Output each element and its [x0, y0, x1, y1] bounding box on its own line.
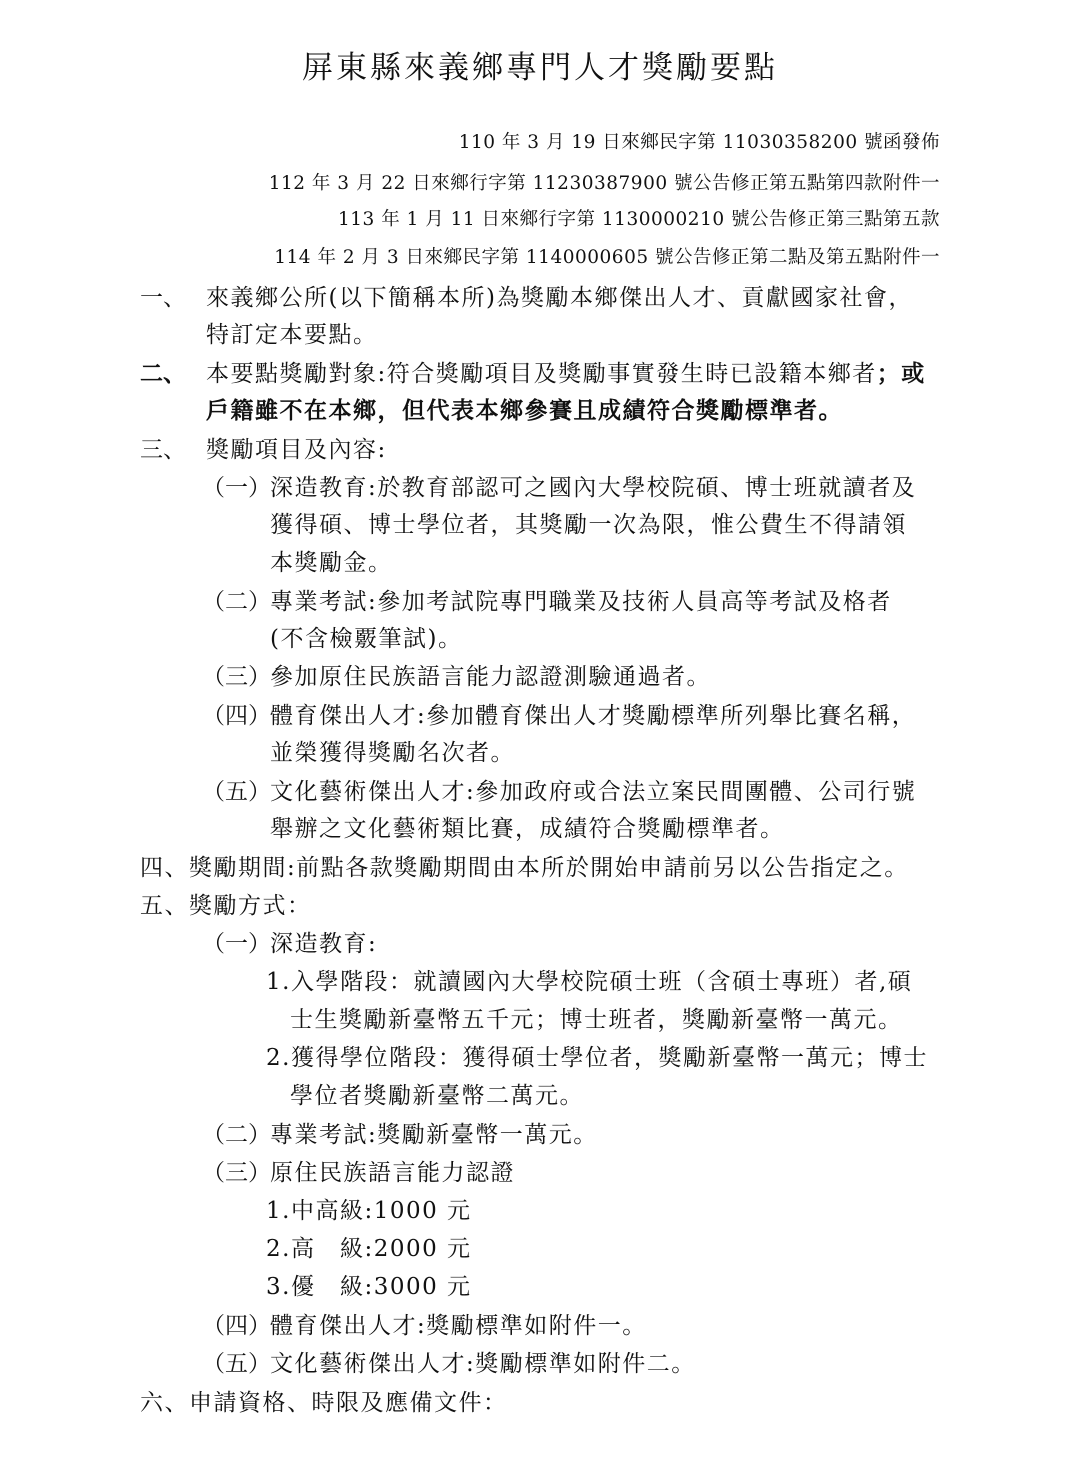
item-5-3-mark: （三）	[202, 1160, 271, 1186]
section-2-line-1	[206, 360, 926, 388]
section-2-number: 二、	[140, 360, 186, 387]
history-line-1: 110 年 3 月 19 日來鄉民字第 11030358200 號函發佈	[458, 132, 940, 153]
item-5-2-line-1: 專業考試:獎勵新臺幣一萬元。	[270, 1122, 598, 1148]
item-5-1-point-1-line-2: 士生獎勵新臺幣五千元；博士班者，獎勵新臺幣一萬元。	[290, 1007, 903, 1033]
item-3-4-line-2: 並榮獲得獎勵名次者。	[270, 740, 515, 766]
history-line-3: 113 年 1 月 11 日來鄉行字第 1130000210 號公告修正第三點第五款	[338, 209, 940, 230]
section-1-line-1: 來義鄉公所(以下簡稱本所)為獎勵本鄉傑出人才、貢獻國家社會，	[206, 285, 913, 311]
item-3-3-mark: （三）	[202, 664, 271, 690]
item-3-1-mark: （一）	[202, 475, 271, 501]
document-title: 屏東縣來義鄉專門人才獎勵要點	[302, 50, 778, 86]
item-3-2-line-2: (不含檢覈筆試)。	[270, 626, 463, 652]
item-3-2-mark: （二）	[202, 589, 271, 615]
item-5-1-mark: （一）	[202, 931, 271, 957]
item-5-5-mark: （五）	[202, 1351, 271, 1377]
item-3-5-line-2: 舉辦之文化藝術類比賽，成績符合獎勵標準者。	[270, 816, 785, 842]
history-line-2: 112 年 3 月 22 日來鄉行字第 11230387900 號公告修正第五點第四款附件一	[268, 173, 940, 194]
item-3-4-line-1: 體育傑出人才:參加體育傑出人才獎勵標準所列舉比賽名稱，	[270, 703, 917, 729]
section-5-heading: 五、獎勵方式：	[140, 893, 312, 919]
item-3-3-line-1: 參加原住民族語言能力認證測驗通過者。	[270, 664, 711, 690]
item-3-1-line-3: 本獎勵金。	[270, 550, 393, 576]
item-3-4-mark: （四）	[202, 703, 271, 729]
item-5-5-line-1: 文化藝術傑出人才:獎勵標準如附件二。	[270, 1351, 696, 1377]
section-4-line: 四、獎勵期間:前點各款獎勵期間由本所於開始申請前另以公告指定之。	[140, 855, 909, 881]
section-2-line-1-amendment: ；或	[876, 360, 926, 387]
section-2-line-1-text: 本要點獎勵對象:符合獎勵項目及獎勵事實發生時已設籍本鄉者	[206, 361, 877, 387]
item-3-5-mark: （五）	[202, 779, 271, 805]
item-3-5-line-1: 文化藝術傑出人才:參加政府或合法立案民間團體、公司行號	[270, 779, 917, 805]
level-intermediate-high: 1.中高級:1000 元	[266, 1198, 472, 1224]
item-5-3-heading: 原住民族語言能力認證	[270, 1160, 515, 1186]
item-3-1-line-2: 獲得碩、博士學位者，其獎勵一次為限，惟公費生不得請領	[270, 512, 907, 538]
section-2-line-2-amendment: 戶籍雖不在本鄉，但代表本鄉參賽且成績符合獎勵標準者。	[206, 397, 843, 424]
section-1-number: 一、	[140, 285, 186, 311]
section-3-heading: 獎勵項目及內容:	[206, 437, 387, 463]
item-5-4-line-1: 體育傑出人才:獎勵標準如附件一。	[270, 1313, 647, 1339]
section-3-number: 三、	[140, 437, 186, 463]
history-line-4: 114 年 2 月 3 日來鄉民字第 1140000605 號公告修正第二點及第五點附件一	[274, 247, 940, 268]
section-6-heading: 六、申請資格、時限及應備文件：	[140, 1390, 508, 1416]
level-superior: 3.優 級:3000 元	[266, 1274, 472, 1300]
level-high: 2.高 級:2000 元	[266, 1236, 472, 1262]
section-1-line-2: 特訂定本要點。	[206, 322, 378, 348]
item-5-1-point-2-line-2: 學位者獎勵新臺幣二萬元。	[290, 1083, 584, 1109]
item-5-1-point-2-line-1: 2.獲得學位階段：獲得碩士學位者，獎勵新臺幣一萬元；博士	[266, 1045, 928, 1071]
item-3-1-line-1: 深造教育:於教育部認可之國內大學校院碩、博士班就讀者及	[270, 475, 917, 501]
item-5-1-point-1-line-1: 1.入學階段：就讀國內大學校院碩士班（含碩士專班）者,碩	[266, 969, 913, 995]
item-5-2-mark: （二）	[202, 1122, 271, 1148]
item-3-2-line-1: 專業考試:參加考試院專門職業及技術人員高等考試及格者	[270, 589, 892, 615]
item-5-1-heading: 深造教育:	[270, 931, 378, 957]
item-5-4-mark: （四）	[202, 1313, 271, 1339]
